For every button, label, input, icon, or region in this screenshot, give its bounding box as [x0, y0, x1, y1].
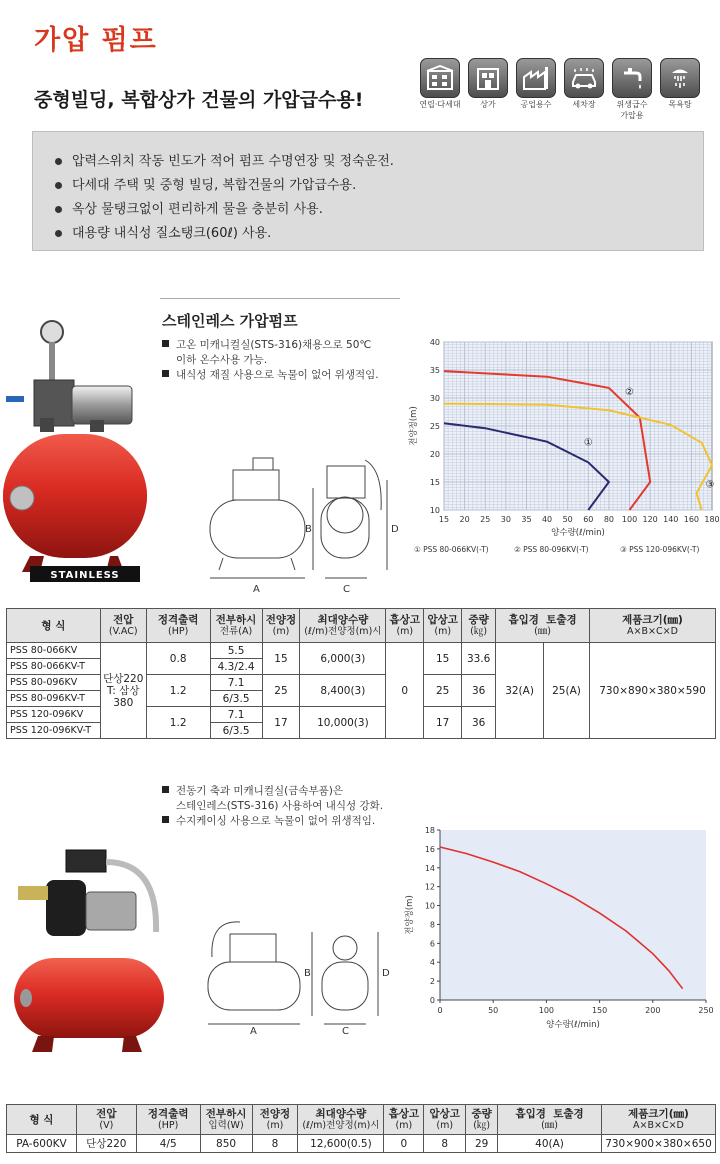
col-header: 전양정 (m) — [252, 1105, 298, 1135]
feature-box — [32, 131, 704, 251]
dim-label-d: D — [391, 524, 399, 535]
square-bullet-icon — [162, 370, 169, 377]
col-header: 전부하시 전류(A) — [210, 609, 262, 643]
factory-icon — [516, 58, 556, 98]
legend-entry-2: ② PSS 80-096KV(-T) — [514, 545, 589, 554]
pa-pump-photo — [8, 832, 168, 1057]
performance-chart-pa — [400, 822, 720, 1034]
x-axis-label: 양수량(ℓ/min) — [546, 1020, 600, 1030]
stainless-notes — [162, 338, 432, 383]
table-row: PSS 80-096KV-T 6/3.5 — [7, 691, 716, 707]
y-tick-label: 20 — [429, 450, 440, 459]
col-header: 최대양수량 (ℓ/m)전양정(m)시 — [300, 609, 386, 643]
col-header-port: 흡입경 토출경 (㎜) — [496, 609, 590, 643]
col-header: 흡상고 (m) — [386, 609, 424, 643]
x-tick-label: 25 — [480, 515, 491, 524]
bullet-icon — [55, 182, 62, 189]
divider — [160, 298, 400, 299]
bullet-icon — [55, 158, 62, 165]
bullet-icon — [55, 206, 62, 213]
feature-item: 압력스위치 작동 빈도가 적어 펌프 수명연장 및 정숙운전. — [55, 150, 394, 169]
y-tick-label: 15 — [429, 478, 440, 487]
x-tick-label: 50 — [562, 515, 573, 524]
col-header: 제품크기(㎜) A×B×C×D — [589, 609, 715, 643]
dim-label-a: A — [250, 1026, 257, 1037]
performance-chart-stainless — [404, 334, 720, 556]
square-bullet-icon — [162, 786, 169, 793]
x-tick-label: 140 — [663, 515, 679, 524]
legend-entry-3: ③ PSS 120-096KV(-T) — [620, 545, 700, 554]
spec-table-pa — [6, 1104, 716, 1153]
x-tick-label: 40 — [541, 515, 553, 524]
note-item: 전동기 축과 미캐니컬실(금속부품)은 — [162, 784, 442, 799]
y-tick-label: 8 — [429, 920, 435, 930]
x-tick-label: 100 — [538, 1006, 555, 1015]
use-label: 세차장 — [572, 100, 596, 109]
page-title: 가압 펌프 — [34, 25, 158, 56]
table-row: PSS 80-096KV 1.2 7.1 25 8,400(3) 25 36 — [7, 675, 716, 691]
col-header: 전양정 (m) — [262, 609, 300, 643]
bath-use — [658, 58, 702, 109]
y-tick-label: 25 — [429, 422, 440, 431]
col-header: 정격출력 (HP) — [136, 1105, 200, 1135]
y-tick-label: 12 — [424, 882, 435, 892]
dim-label-b: B — [305, 524, 312, 535]
col-header-port: 흡입경 토출경 (㎜) — [498, 1105, 602, 1135]
series-marker-2: ② — [625, 387, 635, 399]
use-label: 위생급수 — [616, 100, 648, 109]
x-tick-label: 20 — [459, 515, 470, 524]
note-item-cont: 이하 온수사용 가능. — [176, 354, 268, 366]
dim-label-c: C — [342, 1026, 349, 1037]
col-header: 형 식 — [7, 609, 101, 643]
use-label: 목욕탕 — [668, 100, 692, 109]
y-tick-label: 10 — [424, 901, 435, 911]
series-marker-1: ① — [583, 437, 593, 449]
carwash-use — [562, 58, 606, 109]
col-header: 압상고 (m) — [424, 609, 462, 643]
y-tick-label: 18 — [424, 826, 435, 835]
table-header-row — [7, 1105, 716, 1135]
plot-area — [440, 830, 706, 1000]
x-tick-label: 250 — [698, 1006, 714, 1015]
y-tick-label: 10 — [429, 506, 440, 515]
x-tick-label: 80 — [603, 515, 615, 524]
use-label: 공업용수 — [520, 100, 552, 109]
col-header: 흡상고 (m) — [384, 1105, 424, 1135]
table-row: PSS 80-066KV 단상220 T: 삼상 380 0.8 5.5 15 6,000(3) 0 15 33.6 32(A) 25(A) 730×890×380×590 — [7, 643, 716, 659]
col-header: 전압 (V) — [76, 1105, 136, 1135]
series-marker-3: ③ — [705, 479, 715, 491]
col-header: 전압 (V.AC) — [100, 609, 146, 643]
faucet-icon — [612, 58, 652, 98]
dim-label-d: D — [382, 968, 390, 979]
sanitary-use — [610, 58, 654, 120]
square-bullet-icon — [162, 816, 169, 823]
x-tick-label: 50 — [488, 1006, 499, 1015]
col-header: 압상고 (m) — [424, 1105, 466, 1135]
note-item: 고온 미캐니컬실(STS-316)채용으로 50℃ — [162, 338, 432, 353]
car-icon — [564, 58, 604, 98]
y-tick-label: 14 — [424, 863, 435, 873]
x-tick-label: 30 — [500, 515, 511, 524]
page-subtitle: 중형빌딩, 복합상가 건물의 가압급수용! — [34, 89, 364, 111]
x-tick-label: 60 — [583, 515, 594, 524]
feature-item: 대용량 내식성 질소탱크(60ℓ) 사용. — [55, 222, 271, 241]
x-tick-label: 35 — [521, 515, 532, 524]
note-item-cont: 스테인레스(STS-316) 사용하여 내식성 강화. — [176, 800, 384, 812]
industrial-use — [514, 58, 558, 109]
y-tick-label: 2 — [429, 977, 435, 987]
table-header-row — [7, 609, 716, 643]
col-header: 중량 (㎏) — [462, 609, 496, 643]
y-tick-label: 0 — [429, 996, 435, 1005]
y-axis-label: 전양정(m) — [405, 895, 415, 935]
dim-label-c: C — [343, 584, 350, 595]
shop-use — [466, 58, 510, 109]
y-tick-label: 30 — [429, 394, 440, 403]
y-tick-label: 6 — [429, 939, 435, 949]
x-tick-label: 200 — [645, 1006, 661, 1015]
use-label: 상가 — [480, 100, 496, 109]
col-header: 제품크기(㎜) A×B×C×D — [601, 1105, 715, 1135]
use-label-line2: 가압용 — [620, 111, 644, 120]
x-tick-label: 120 — [642, 515, 658, 524]
stainless-badge: STAINLESS — [50, 570, 120, 581]
use-label: 연립·다세대 — [419, 100, 461, 109]
y-tick-label: 35 — [429, 366, 440, 375]
x-tick-label: 180 — [704, 515, 720, 524]
apartment-icon — [420, 58, 460, 98]
col-header: 최대양수량 (ℓ/m)전양정(m)시 — [298, 1105, 384, 1135]
table-row: PSS 80-066KV-T 4.3/2.4 — [7, 659, 716, 675]
x-tick-label: 160 — [683, 515, 700, 524]
y-tick-label: 16 — [424, 844, 435, 854]
shop-icon — [468, 58, 508, 98]
x-tick-label: 100 — [621, 515, 638, 524]
shower-icon — [660, 58, 700, 98]
x-axis-label: 양수량(ℓ/min) — [551, 528, 605, 538]
table-row: PSS 120-096KV 1.2 7.1 17 10,000(3) 17 36 — [7, 707, 716, 723]
voltage-cell: 단상220 T: 삼상 380 — [100, 643, 146, 739]
dim-label-a: A — [253, 584, 260, 595]
note-item: 수지케이싱 사용으로 녹물이 없어 위생적임. — [162, 814, 442, 829]
stainless-dimension-drawing — [205, 440, 435, 600]
col-header: 중량 (㎏) — [466, 1105, 498, 1135]
col-header: 정격출력 (HP) — [146, 609, 210, 643]
x-tick-label: 0 — [437, 1006, 443, 1015]
note-item: 내식성 재질 사용으로 녹물이 없어 위생적임. — [162, 368, 432, 383]
y-tick-label: 4 — [429, 958, 435, 968]
bullet-icon — [55, 230, 62, 237]
table-row: PSS 120-096KV-T 6/3.5 — [7, 723, 716, 739]
feature-item: 다세대 주택 및 중형 빌딩, 복합건물의 가압급수용. — [55, 174, 356, 193]
apartment-use — [418, 58, 462, 109]
col-header: 형 식 — [7, 1105, 77, 1135]
pa-dimension-drawing — [200, 912, 430, 1037]
col-header: 전부하시 입력(W) — [200, 1105, 252, 1135]
x-tick-label: 150 — [591, 1006, 608, 1015]
section-heading: 스테인레스 가압펌프 — [162, 312, 298, 330]
legend-entry-1: ① PSS 80-066KV(-T) — [414, 545, 489, 554]
square-bullet-icon — [162, 340, 169, 347]
table-row: PA-600KV 단상220 4/5 850 8 12,600(0.5) 0 8 29 40(A) 730×900×380×650 — [7, 1135, 716, 1153]
x-tick-label: 15 — [438, 515, 450, 524]
stainless-pump-photo — [0, 310, 150, 590]
dim-label-b: B — [304, 968, 311, 979]
y-tick-label: 40 — [429, 338, 440, 347]
feature-item: 옥상 물탱크없이 편리하게 물을 충분히 사용. — [55, 198, 323, 217]
spec-table-stainless — [6, 608, 716, 739]
y-axis-label: 전양정(m) — [409, 406, 419, 446]
